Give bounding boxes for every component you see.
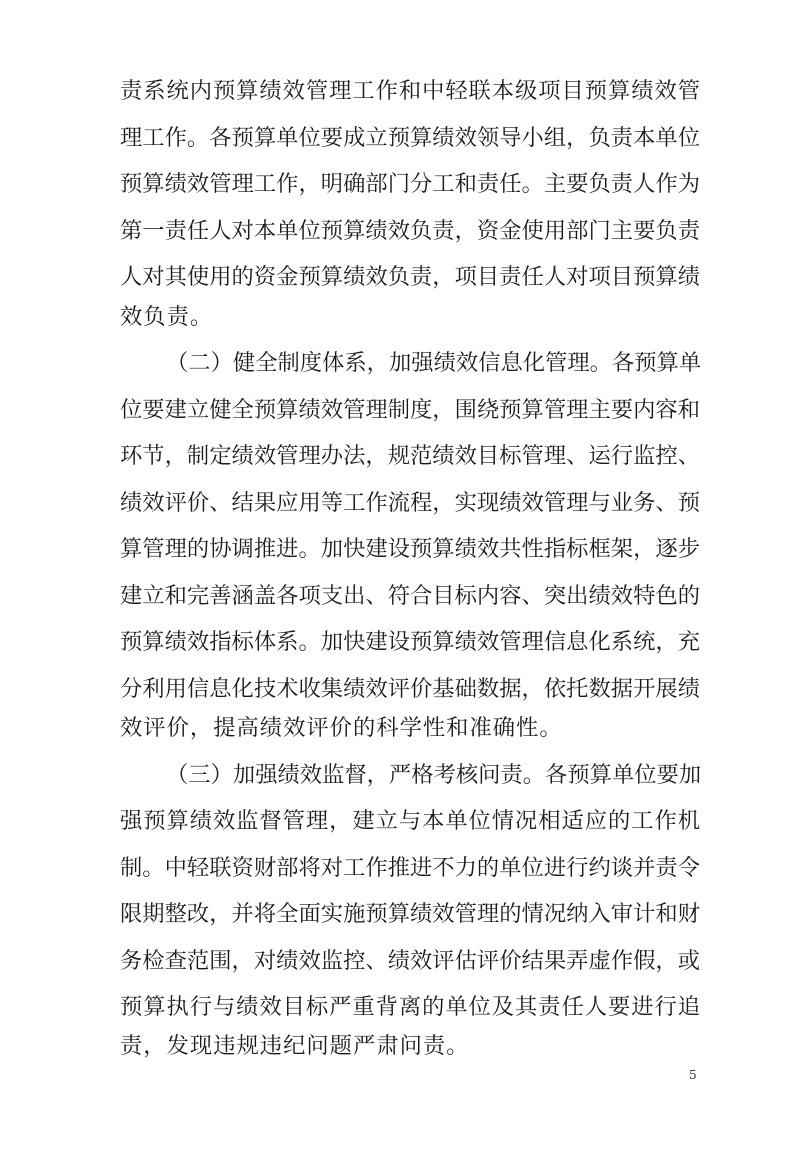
text-line: 预算执行与绩效目标严重背离的单位及其责任人要进行追	[120, 994, 700, 1020]
text-line: 预算绩效管理工作，明确部门分工和责任。主要负责人作为	[120, 171, 700, 197]
page-number: 5	[689, 1068, 697, 1082]
text-line: 人对其使用的资金预算绩效负责，项目责任人对项目预算绩	[120, 264, 700, 290]
text-line: 务检查范围，对绩效监控、绩效评估评价结果弄虚作假，或	[120, 948, 700, 974]
section-heading-line: （三）加强绩效监督，严格考核问责。各预算单位要加	[166, 762, 702, 788]
text-line: 强预算绩效监督管理，建立与本单位情况相适应的工作机	[120, 808, 700, 834]
text-line: 责系统内预算绩效管理工作和中轻联本级项目预算绩效管	[120, 78, 700, 104]
text-line: 预算绩效指标体系。加快建设预算绩效管理信息化系统，充	[120, 629, 700, 655]
text-line: 绩效评价、结果应用等工作流程，实现绩效管理与业务、预	[120, 490, 700, 516]
text-line: 限期整改，并将全面实施预算绩效管理的情况纳入审计和财	[120, 901, 700, 927]
section-heading-line: （二）健全制度体系，加强绩效信息化管理。各预算单	[166, 350, 702, 376]
text-line: 算管理的协调推进。加快建设预算绩效共性指标框架，逐步	[120, 536, 700, 562]
text-line: 效评价，提高绩效评价的科学性和准确性。	[120, 715, 563, 741]
text-line: 环节，制定绩效管理办法，规范绩效目标管理、运行监控、	[120, 443, 700, 469]
text-line: 第一责任人对本单位预算绩效负责，资金使用部门主要负责	[120, 218, 700, 244]
text-line: 建立和完善涵盖各项支出、符合目标内容、突出绩效特色的	[120, 583, 700, 609]
text-line: 制。中轻联资财部将对工作推进不力的单位进行约谈并责令	[120, 855, 700, 881]
text-line: 理工作。各预算单位要成立预算绩效领导小组，负责本单位	[120, 125, 700, 151]
text-line: 分利用信息化技术收集绩效评价基础数据，依托数据开展绩	[120, 676, 700, 702]
text-line: 责，发现违规违纪问题严肃问责。	[120, 1033, 470, 1059]
text-line: 效负责。	[120, 304, 214, 330]
text-line: 位要建立健全预算绩效管理制度，围绕预算管理主要内容和	[120, 397, 700, 423]
